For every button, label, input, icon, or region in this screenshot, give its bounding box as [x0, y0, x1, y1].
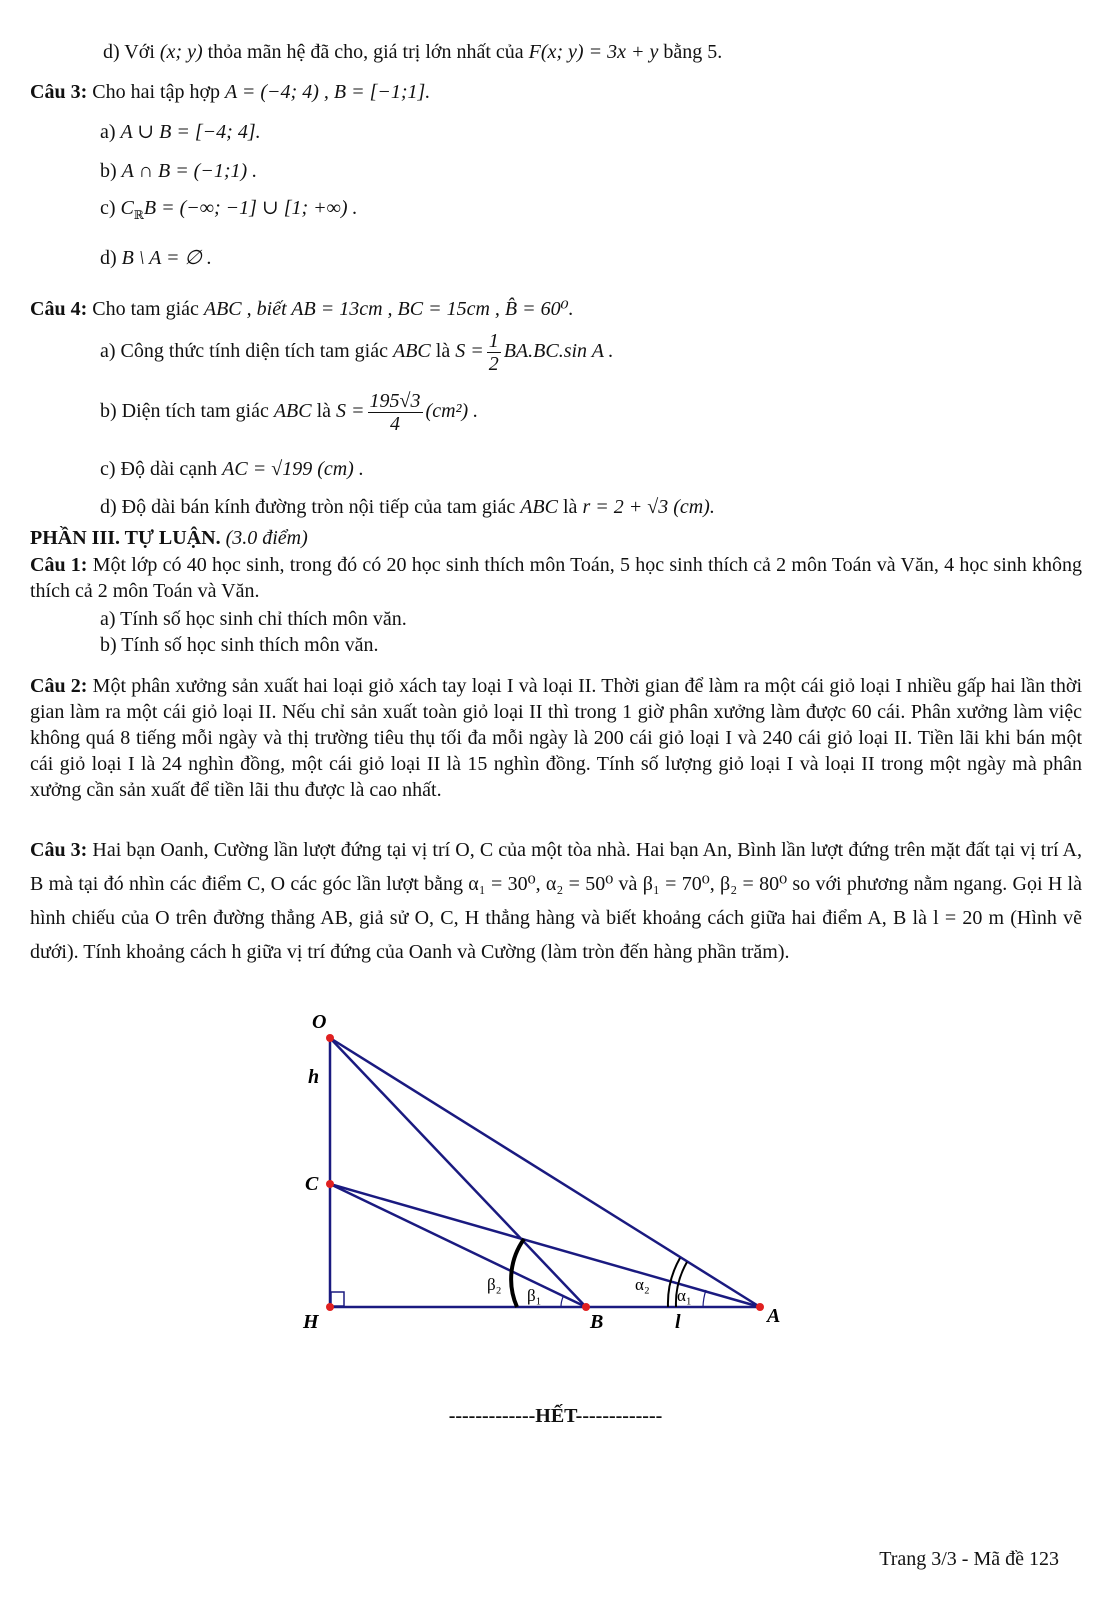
q3-option-d: d) B \ A = ∅ . — [100, 247, 212, 269]
right-angle-marker — [331, 1292, 344, 1306]
q2-option-d: d) Với (x; y) thỏa mãn hệ đã cho, giá trị lớn nhất của F(x; y) = 3x + y bằng 5. — [103, 41, 723, 63]
label-C: C — [305, 1173, 319, 1195]
arc-beta1 — [561, 1297, 563, 1307]
label-beta2: β₂ — [487, 1275, 502, 1294]
q4-stem: Câu 4: Cho tam giác ABC , biết AB = 13cm , BC = 15cm , B̂ = 60⁰. — [30, 298, 574, 320]
segment-OA — [330, 1038, 760, 1307]
point-B — [582, 1303, 590, 1311]
essay-q2: Câu 2: Một phân xưởng sản xuất hai loại giỏ xách tay loại I và loại II. Thời gian để làm ra một cái giỏ loại I nhiều gấp hai lần thời gian làm ra một cái giỏ loại II. Nếu chỉ sản xuất toàn giỏ loại II thì trong 1 giờ phân xưởng làm được 60 cái. Phân xưởng làm việc không quá 8 tiếng mỗi ngày và thị trường tiêu thụ tối đa mỗi ngày là 200 cái giỏ loại I và 240 cái giỏ loại II. Tiền lãi khi bán một cái giỏ loại I là 24 nghìn đồng, một cái giỏ loại II là 15 nghìn đồng. Tính số lượng giỏ loại I và loại II trong một ngày mà phân xưởng cần sản xuất để tiền lãi thu được là cao nhất. — [30, 675, 1082, 801]
q4-option-d: d) Độ dài bán kính đường tròn nội tiếp của tam giác ABC là r = 2 + √3 (cm). — [100, 496, 715, 518]
part3-heading: PHẦN III. TỰ LUẬN. (3.0 điểm) — [30, 527, 308, 549]
essay-q3: Câu 3: Hai bạn Oanh, Cường lần lượt đứng tại vị trí O, C của một tòa nhà. Hai bạn An, Bình lần lượt đứng trên mặt đất tại vị trí A, B mà tại đó nhìn các điểm C, O các góc lần lượt bằng α₁ = 30⁰, α₂ = 50⁰ và β₁ = 70⁰, β₂ = 80⁰ so với phương nằm ngang. Gọi H là hình chiếu của O trên đường thẳng AB, giả sử O, C, H thẳng hàng và biết khoảng cách giữa hai điểm A, B là l = 20 m (Hình vẽ dưới). Tính khoảng cách h giữa vị trí đứng của Oanh và Cường (làm tròn đến hàng phần trăm). — [30, 839, 1082, 963]
label-alpha1: α₁ — [677, 1286, 692, 1305]
point-C — [326, 1180, 334, 1188]
q4-option-a: a) Công thức tính diện tích tam giác ABC là S = $\frac{1}{2}$ BA.BC.sin A . — [100, 330, 614, 375]
label-A: A — [767, 1305, 781, 1327]
q3-stem: Câu 3: Cho hai tập hợp A = (−4; 4) , B = [−1;1]. — [30, 81, 431, 103]
label-h: h — [308, 1066, 320, 1088]
geometry-figure — [290, 1005, 810, 1345]
q3-option-a: a) A ∪ B = [−4; 4]. — [100, 121, 261, 143]
q3-option-c: c) $C_ℝB$ = (−∞; −1] ∪ [1; +∞) . — [100, 197, 358, 222]
end-mark: -------------HẾT------------- — [448, 1405, 663, 1427]
page-footer: Trang 3/3 - Mã đề 123 — [879, 1548, 1059, 1570]
point-O — [326, 1034, 334, 1042]
label-l: l — [675, 1311, 681, 1333]
segment-OB — [330, 1038, 586, 1307]
essay-q1-a: a) Tính số học sinh chỉ thích môn văn. — [100, 608, 407, 630]
q4-option-c: c) Độ dài cạnh AC = √199 (cm) . — [100, 458, 364, 480]
label-H: H — [303, 1311, 319, 1333]
point-A — [756, 1303, 764, 1311]
essay-q1: Câu 1: Một lớp có 40 học sinh, trong đó có 20 học sinh thích môn Toán, 5 học sinh thích cả 2 môn Toán và Văn, 4 học sinh không thích cả 2 môn Toán và Văn. — [30, 554, 1083, 602]
label-beta1: β₁ — [527, 1286, 542, 1305]
q3-option-b: b) A ∩ B = (−1;1) . — [100, 160, 258, 182]
q4-option-b: b) Diện tích tam giác ABC là S = $\frac{195√3}{4}$ (cm²) . — [100, 390, 479, 435]
label-alpha2: α₂ — [635, 1275, 650, 1294]
label-B: B — [590, 1311, 604, 1333]
essay-q1-b: b) Tính số học sinh thích môn văn. — [100, 634, 379, 656]
label-O: O — [312, 1011, 327, 1033]
point-H — [326, 1303, 334, 1311]
arc-alpha1 — [703, 1290, 706, 1307]
